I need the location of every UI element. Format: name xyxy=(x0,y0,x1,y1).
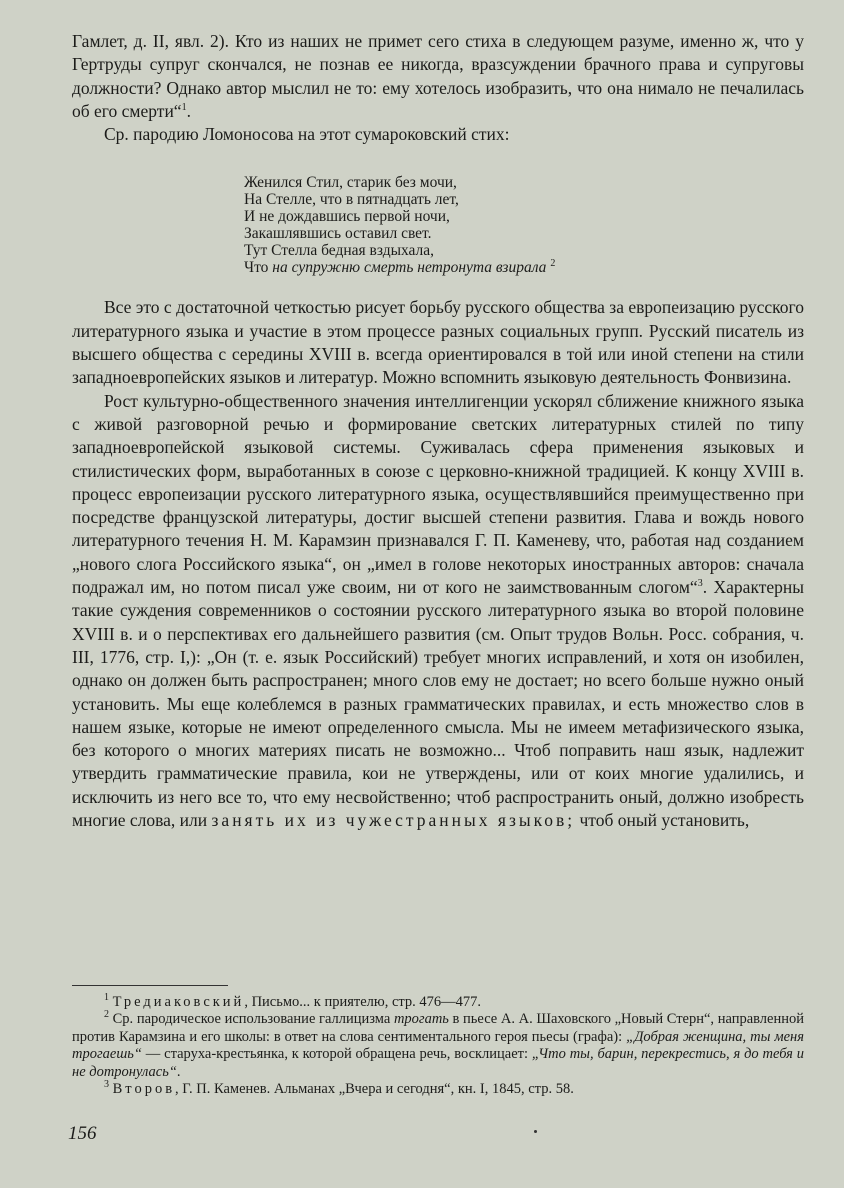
footnotes xyxy=(72,994,804,1098)
verse-line: Закашлявшись оставил свет. xyxy=(244,225,432,243)
footnote-2-number: 2 xyxy=(104,1009,109,1021)
paragraph-3: Все это с достаточной четкостью рисует борьбу русского общества за европеизацию русского литературного языка и участие в этом процессе разных социальных групп. Русский писатель из высшего общества с середины XVIII в. всегда ориентировался в той или иной степени на стили западноевропейских языков и литератур. Можно вспомнить языковую деятельность Фонвизина. xyxy=(72,297,804,388)
verse-line: На Стелле, что в пятнадцать лет, xyxy=(244,191,459,209)
footnote-3-number: 3 xyxy=(104,1079,109,1091)
paragraph-4-text-b: . Характерны такие суждения современников о состоянии русского литературного языка во второй половине XVIII в. и о перспективах его дальнейшего развития (см. Опыт трудов Вольн. Росс. собрания, ч. III, 1776, стр. I,): „Он (т. е. язык Российский) требует многих исправлений, и хотя он изобилен, однако он должен быть распространен; много слов ему не достает; но всего больше нужно оный установить. Мы еще колеблемся в разных грамматических правилах, и есть множество слов в нашем языке, которые не имеют определенного смысла. Мы не имеем метафизического языка, без которого о многих материях писать не возможно... Чтоб поправить наш язык, надлежит утвердить грамматические правила, кои не утверждены, или от коих многие удалились, и исключить из него все то, что ему несвойственно; чтоб распространить оный, должно изобресть многие слова, или xyxy=(72,577,805,831)
paragraph-4-text-a: Рост культурно-общественного значения интеллигенции ускорял сближение книжного языка с живой разговорной речью и формирование светских литературных стилей по типу западноевропейской языковой системы. Суживалась сфера применения языковых и стилистических форм, выработанных в союзе с церковно-книжной традицией. К концу XVIII в. процесс европеизации русского литературного языка, осуществлявшийся преимущественно при посредстве французской литературы, достиг высшей степени развития. Глава и вождь нового литературного течения Н. М. Карамзин признавался Г. П. Каменеву, что, работая над созданием „нового слога Российского языка“, он „имел в голове некоторых иностранных авторов: сначала подражал им, но потом писал уже своим, ни от кого не заимствованным слогом“ xyxy=(72,390,804,598)
paragraph-2: Ср. пародию Ломоносова на этот сумароковский стих: xyxy=(104,124,510,145)
verse-last-italic: на супружню смерть нетронута взирала xyxy=(272,259,547,277)
verse-line: И не дождавшись первой ночи, xyxy=(244,208,450,226)
footnote-1-number: 1 xyxy=(104,992,109,1004)
footnote-1 xyxy=(72,994,804,1011)
main-text xyxy=(72,30,804,832)
verse-line: Тут Стелла бедная вздыхала, xyxy=(244,242,435,260)
footnote-3-author: Второв xyxy=(112,1081,176,1098)
footnote-1-author: Тредиаковский xyxy=(112,994,245,1010)
verse-last-plain: Что xyxy=(244,259,273,277)
verse-quote xyxy=(244,174,804,276)
paragraph-1-text: Гамлет, д. II, явл. 2). Кто из наших не примет сего стиха в следующем разуме, именно ж, что у Гертруды супруг скончался, не познав ее никогда, вразсуждении брачного права и супруговы должности? Однако автор мыслил не то: ему хотелось изобразить, что она нимало не печалилась об его смерти“ xyxy=(72,31,804,121)
page-number: 156 xyxy=(68,1123,97,1144)
paragraph-4 xyxy=(72,390,804,833)
footnote-ref-3: 3 xyxy=(697,578,703,590)
footnote-2-text-c: — старуха-крестьянка, к которой обращена речь, восклицает: xyxy=(141,1046,532,1063)
paragraph-1: Гамлет, д. II, явл. 2). Кто из наших не примет сего стиха в следующем разуме, именно ж, что у Гертруды супруг скончался, не познав ее никогда, вразсуждении брачного права и супруговы должности? Однако автор мыслил не то: ему хотелось изобразить, что она нимало не печалилась об его смерти“$^1$. xyxy=(72,31,804,121)
footnote-divider xyxy=(72,985,228,986)
spaced-emphasis: занять их из чужестранных языков; xyxy=(211,810,576,831)
footnote-2-italic-word: трогать xyxy=(393,1011,449,1028)
footnote-ref-1: 1 xyxy=(181,102,187,114)
print-speck xyxy=(534,1130,537,1133)
footnote-1-text: , Письмо... к приятелю, стр. 476—477. xyxy=(244,994,482,1010)
footnote-2 xyxy=(72,1011,804,1081)
footnote-2-text-a: Ср. пародическое использование галлицизма xyxy=(112,1011,394,1028)
footnote-2-text-d: . xyxy=(176,1063,181,1080)
verse-line: Женился Стил, старик без мочи, xyxy=(244,174,457,192)
footnote-2-text-b: в пьесе А. А. Шаховского „Новый Стерн“, направленной против Карамзина и его школы: в ответ на слова сентиментального героя пьесы (графа): xyxy=(72,1011,804,1045)
footnote-ref-2: 2 xyxy=(550,258,556,270)
paragraph-4-text-c: чтоб оный установить, xyxy=(575,810,750,831)
footnote-2-italic-quote-1: „Добрая женщина, ты меня трогаешь“ xyxy=(72,1028,804,1063)
verse-line-last xyxy=(244,259,804,276)
footnote-2-italic-quote-2: „Что ты, барин, перекрестись, я до тебя и не дотронулась“ xyxy=(72,1046,804,1080)
footnote-3-text: , Г. П. Каменев. Альманах „Вчера и сегодня“, кн. I, 1845, стр. 58. xyxy=(175,1081,574,1098)
footnote-3 xyxy=(72,1081,804,1098)
